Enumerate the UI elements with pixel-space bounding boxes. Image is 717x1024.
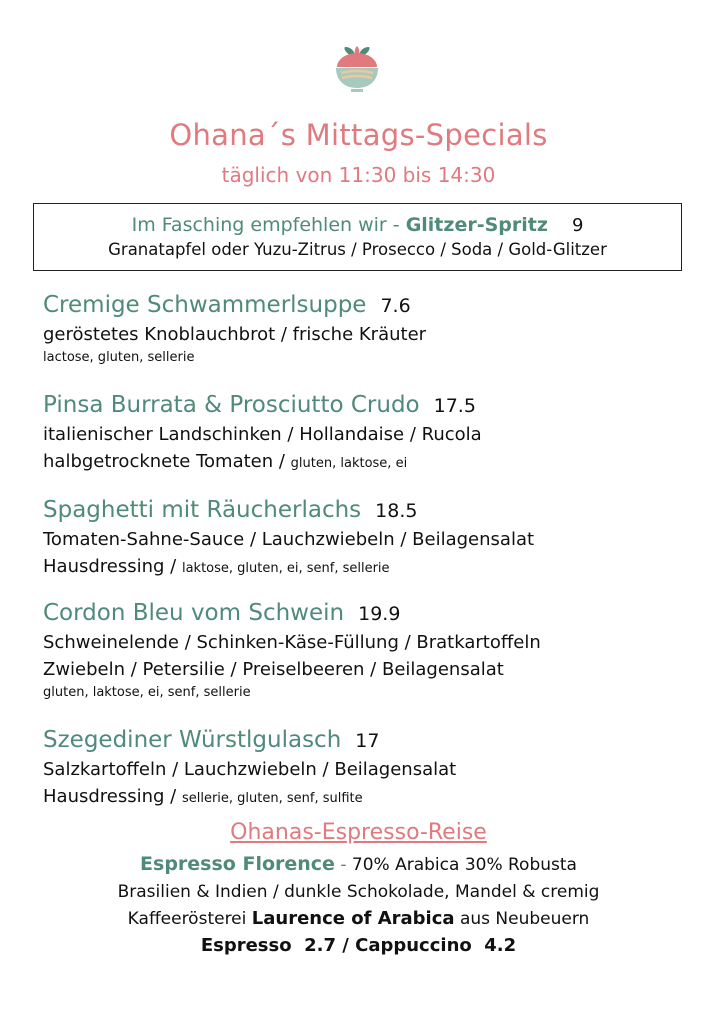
espresso-prices: Espresso 2.7 / Cappuccino 4.2 <box>200 935 517 956</box>
dish-description: geröstetes Knoblauchbrot / frische Kräuter <box>43 324 427 345</box>
espresso-roaster-line <box>0 908 717 929</box>
dish-allergens: sellerie, gluten, senf, sulfite <box>181 791 363 806</box>
espresso-separator: - <box>340 855 347 875</box>
promo-price: 9 <box>571 215 584 236</box>
dish-description-2: halbgetrocknete Tomaten / <box>43 451 285 472</box>
dish-description: Tomaten-Sahne-Sauce / Lauchzwiebeln / Beilagensalat <box>43 529 535 550</box>
dish-name: Spaghetti mit Räucherlachs <box>43 497 362 523</box>
dish-price: 18.5 <box>375 500 418 522</box>
dish-name: Pinsa Burrata & Prosciutto Crudo <box>43 392 420 418</box>
dish-name: Cordon Bleu vom Schwein <box>43 600 345 626</box>
roaster-name: Laurence of Arabica <box>251 908 455 929</box>
dish-description-2: Zwiebeln / Petersilie / Preiselbeeren / Beilagensalat <box>43 659 504 680</box>
salad-bowl-icon <box>333 45 381 97</box>
dish-allergens: lactose, gluten, sellerie <box>43 350 195 365</box>
espresso-notes: Brasilien & Indien / dunkle Schokolade, Mandel & cremig <box>117 882 600 902</box>
dish-description: italienischer Landschinken / Hollandaise / Rucola <box>43 424 482 445</box>
roaster-prefix: Kaffeerösterei <box>127 909 247 929</box>
dish-description-2: Hausdressing / <box>43 786 177 807</box>
dish-allergens: laktose, gluten, ei, senf, sellerie <box>181 561 390 576</box>
dish-price: 17 <box>355 730 380 752</box>
promo-headline <box>34 214 681 236</box>
page-title: Ohana´s Mittags-Specials <box>169 118 548 152</box>
dish-description-2: Hausdressing / <box>43 556 177 577</box>
menu-item <box>43 390 683 477</box>
espresso-heading: Ohanas-Espresso-Reise <box>230 820 487 845</box>
dish-name: Szegediner Würstlgulasch <box>43 727 342 753</box>
menu-item <box>43 598 683 703</box>
espresso-blend: 70% Arabica 30% Robusta <box>351 855 577 875</box>
dish-price: 17.5 <box>433 395 476 417</box>
dish-description: Schweinelende / Schinken-Käse-Füllung / Bratkartoffeln <box>43 632 541 653</box>
menu-item <box>43 725 683 812</box>
dish-price: 19.9 <box>358 603 401 625</box>
menu-item <box>43 495 683 582</box>
promo-intro: Im Fasching empfehlen wir - <box>131 214 400 236</box>
promo-box <box>33 203 682 271</box>
dish-name: Cremige Schwammerlsuppe <box>43 292 367 318</box>
dish-description: Salzkartoffeln / Lauchzwiebeln / Beilagensalat <box>43 759 457 780</box>
dish-price: 7.6 <box>380 295 411 317</box>
espresso-name-line <box>0 853 717 875</box>
promo-drink: Glitzer-Spritz <box>405 214 548 236</box>
dish-allergens: gluten, laktose, ei <box>290 456 408 471</box>
promo-details: Granatapfel oder Yuzu-Zitrus / Prosecco / Soda / Gold-Glitzer <box>108 240 607 259</box>
menu-item <box>43 290 683 368</box>
roaster-suffix: aus Neubeuern <box>459 909 590 929</box>
espresso-name: Espresso Florence <box>140 853 335 875</box>
dish-allergens: gluten, laktose, ei, senf, sellerie <box>43 685 251 700</box>
opening-hours: täglich von 11:30 bis 14:30 <box>221 163 496 187</box>
